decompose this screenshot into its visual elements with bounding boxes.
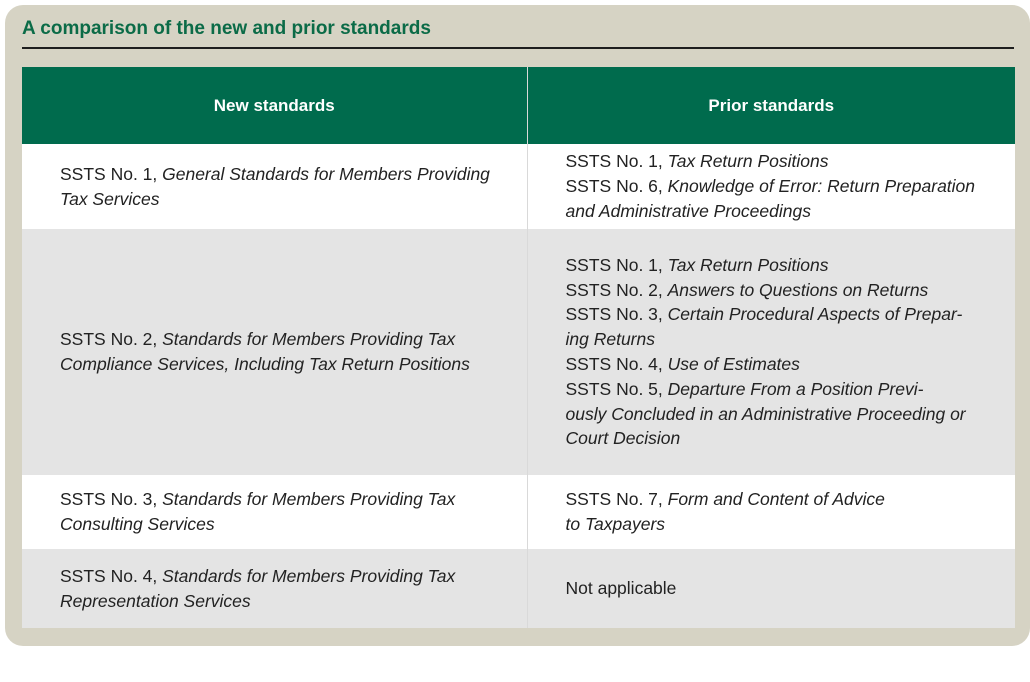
standard-title: Certain Procedural Aspects of Prepar- [667, 304, 963, 325]
standard-title: Tax Return Positions [667, 254, 829, 275]
prior-standard-cell [527, 549, 1015, 628]
cell-line [60, 352, 517, 377]
standard-number: SSTS No. 5, [565, 378, 668, 399]
cell-line [566, 302, 1008, 327]
cell-line [566, 199, 1008, 224]
table-row [22, 144, 1015, 229]
title-divider [22, 47, 1014, 49]
standard-title: and Administrative Proceedings [565, 200, 811, 221]
standard-title: Representation Services [60, 590, 251, 611]
cell-line [60, 589, 517, 614]
cell-line [566, 377, 1008, 402]
standard-title: ously Concluded in an Administrative Proceeding or [565, 403, 966, 424]
new-standard-cell [22, 144, 527, 229]
table-row [22, 549, 1015, 628]
standard-title: ing Returns [565, 329, 655, 350]
header-new-standards: New standards [22, 67, 527, 144]
standard-number: SSTS No. 4, [60, 565, 163, 586]
standard-title: Answers to Questions on Returns [667, 279, 929, 300]
cell-line [60, 487, 517, 512]
standard-title: Form and Content of Advice [667, 489, 885, 510]
cell-line [566, 327, 1008, 352]
cell-line [566, 278, 1008, 303]
standard-title: Standards for Members Providing Tax [162, 329, 456, 350]
standard-title: Tax Return Positions [667, 151, 829, 172]
new-standard-cell [22, 475, 527, 549]
cell-line [566, 149, 1008, 174]
cell-line [60, 327, 517, 352]
cell-line [60, 512, 517, 537]
standard-title: Departure From a Position Previ- [667, 378, 924, 399]
standard-number: SSTS No. 2, [60, 329, 163, 350]
cell-line [566, 426, 1008, 451]
standard-title: Compliance Services, Including Tax Return Positions [60, 354, 470, 374]
prior-standard-cell [527, 144, 1015, 229]
new-standard-cell [22, 229, 527, 475]
cell-line [566, 174, 1008, 199]
cell-line [566, 352, 1008, 377]
standard-title: to Taxpayers [565, 514, 666, 534]
standard-number: SSTS No. 1, [60, 163, 163, 184]
cell-line [566, 402, 1008, 427]
standard-title: Use of Estimates [667, 354, 800, 374]
standard-title: Court Decision [565, 428, 681, 449]
standard-number: SSTS No. 6, [565, 176, 668, 197]
table-header-row [22, 67, 1015, 144]
comparison-table [22, 67, 1015, 628]
standard-number: SSTS No. 7, [565, 489, 668, 510]
cell-line [60, 187, 517, 212]
cell-line [60, 162, 517, 187]
cell-line [566, 512, 1008, 537]
standard-title: Standards for Members Providing Tax [162, 565, 456, 586]
prior-standard-cell [527, 475, 1015, 549]
cell-line [60, 564, 517, 589]
cell-line [566, 487, 1008, 512]
standard-title: Consulting Services [60, 514, 215, 534]
standard-number: SSTS No. 2, [565, 279, 668, 300]
cell-line [566, 253, 1008, 278]
not-applicable-text: Not applicable [565, 578, 677, 599]
standard-number: SSTS No. 4, [565, 354, 668, 374]
prior-standard-cell [527, 229, 1015, 475]
standard-number: SSTS No. 1, [565, 254, 668, 275]
page-title: A comparison of the new and prior standards [22, 18, 431, 39]
standard-title: General Standards for Members Providing [162, 163, 490, 184]
standard-title: Standards for Members Providing Tax [162, 489, 456, 510]
table-row [22, 229, 1015, 475]
table-row [22, 475, 1015, 549]
standard-number: SSTS No. 3, [565, 304, 668, 325]
standard-title: Knowledge of Error: Return Preparation [667, 176, 976, 197]
header-prior-standards: Prior standards [527, 67, 1015, 144]
new-standard-cell [22, 549, 527, 628]
standard-number: SSTS No. 1, [565, 151, 668, 172]
standard-number: SSTS No. 3, [60, 489, 163, 510]
standard-title: Tax Services [60, 188, 160, 209]
cell-line [566, 576, 1008, 601]
